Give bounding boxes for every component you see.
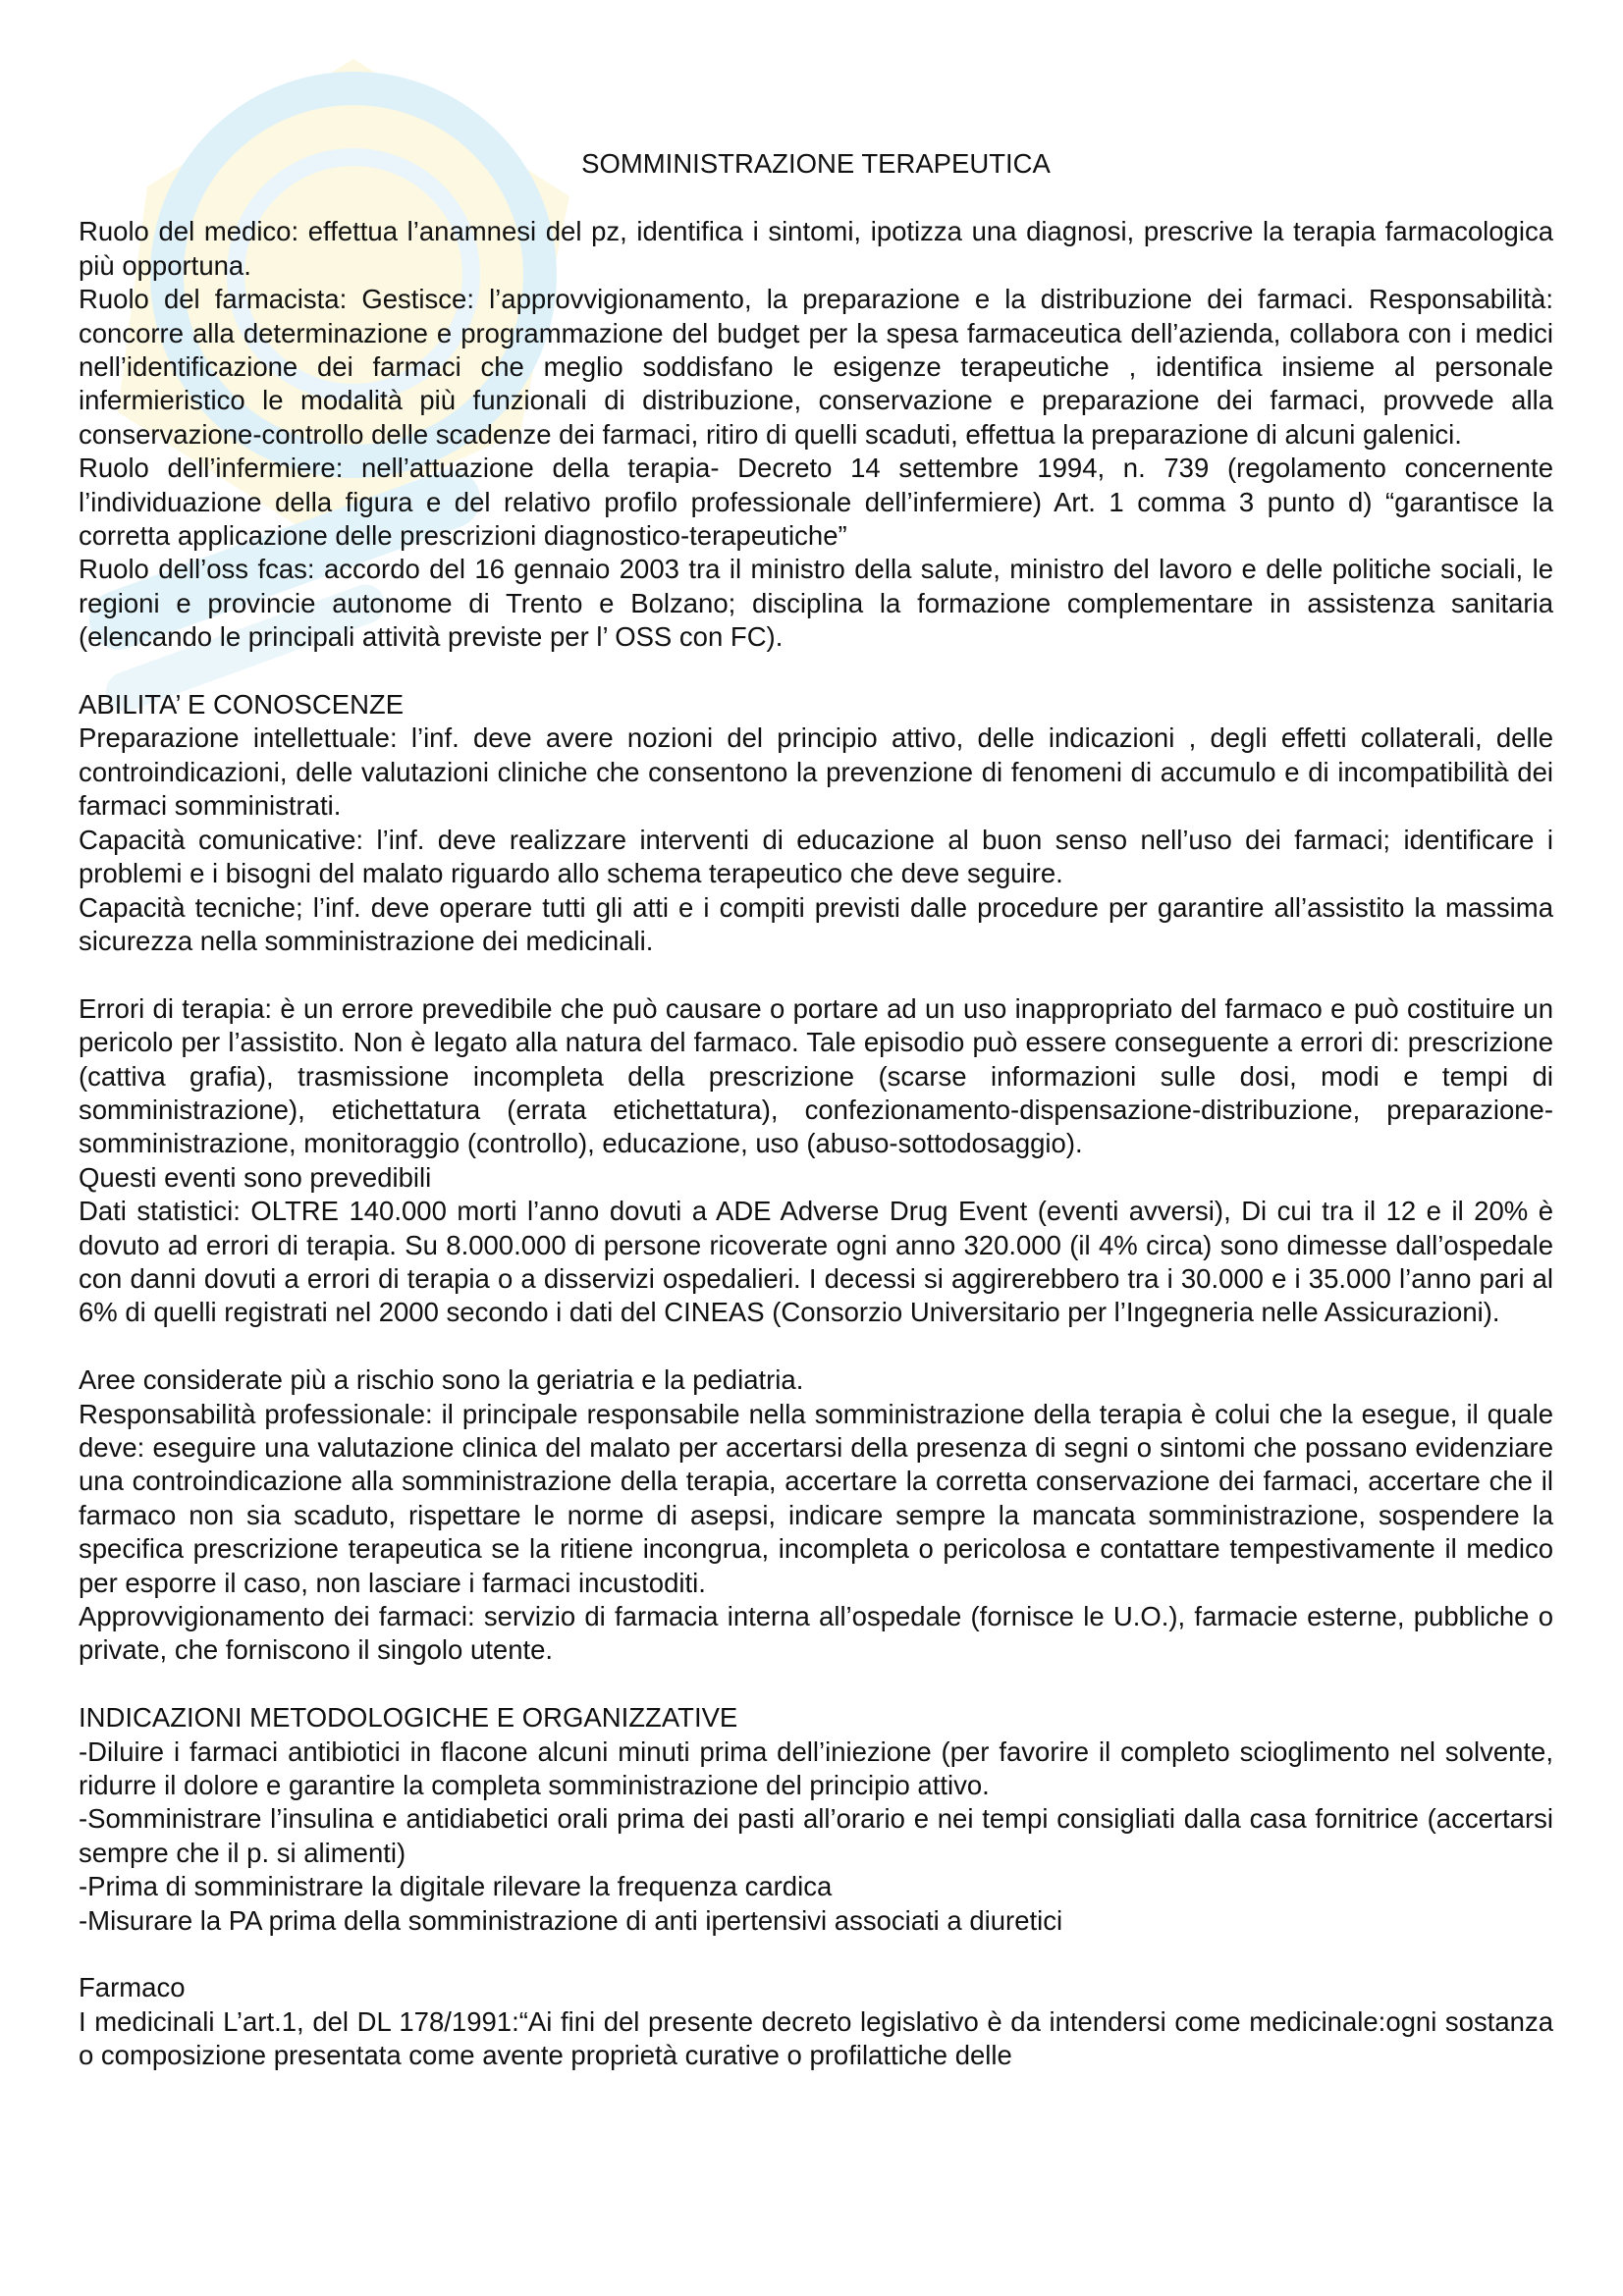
paragraph: Ruolo del medico: effettua l’anamnesi del pz, identifica i sintomi, ipotizza una diagnosi, prescrive la terapia farmacologica più opportuna.	[79, 216, 1553, 281]
section-errors	[79, 992, 1553, 1330]
paragraph: Dati statistici: OLTRE 140.000 morti l’anno dovuti a ADE Adverse Drug Event (eventi avversi), Di cui tra il 12 e il 20% è dovuto ad errori di terapia. Su 8.000.000 di persone ricoverate ogni anno 320.000 (il 4% circa) sono dimesse dall’ospedale con danni dovuti a errori di terapia o a disservizi ospedalieri. I decessi si aggirerebbero tra i 30.000 e i 35.000 l’anno pari al 6% di quelli registrati nel 2000 secondo i dati del CINEAS (Consorzio Universitario per l’Ingegneria nelle Assicurazioni).	[79, 1196, 1553, 1328]
paragraph: Aree considerate più a rischio sono la geriatria e la pediatria.	[79, 1364, 804, 1396]
paragraph: Errori di terapia: è un errore prevedibile che può causare o portare ad un uso inappropriato del farmaco e può costituire un pericolo per l’assistito. Non è legato alla natura del farmaco. Tale episodio può essere conseguente a errori di: prescrizione (cattiva grafia), trasmissione incompleta della prescrizione (scarse informazioni sulle dosi, modi e tempi di somministrazione), etichettatura (errata etichettatura), confezionamento-dispensazione-distribuzione, preparazione-somministrazione, monitoraggio (controllo), educazione, uso (abuso-sottodosaggio).	[79, 992, 1553, 1159]
section-heading: INDICAZIONI METODOLOGICHE E ORGANIZZATIVE	[79, 1702, 738, 1734]
section-drug	[79, 1971, 1553, 2072]
section-roles	[79, 215, 1553, 654]
section-abilities	[79, 688, 1553, 958]
document-page	[79, 147, 1553, 2073]
paragraph: Capacità comunicative: l’inf. deve realizzare interventi di educazione al buon senso nell’uso dei farmaci; identificare i problemi e i bisogni del malato riguardo allo schema terapeutico che deve seguire.	[79, 824, 1553, 889]
paragraph: Preparazione intellettuale: l’inf. deve avere nozioni del principio attivo, delle indicazioni , degli effetti collaterali, delle controindicazioni, delle valutazioni cliniche che consentono la prevenzione di fenomeni di accumulo e di incompatibilità dei farmaci somministrati.	[79, 722, 1553, 822]
paragraph: Approvvigionamento dei farmaci: servizio di farmacia interna all’ospedale (fornisce le U.O.), farmacie esterne, pubbliche o private, che forniscono il singolo utente.	[79, 1601, 1553, 1666]
paragraph: Capacità tecniche; l’inf. deve operare tutti gli atti e i compiti previsti dalle procedure per garantire all’assistito la massima sicurezza nella somministrazione dei medicinali.	[79, 891, 1553, 956]
paragraph: -Misurare la PA prima della somministrazione di anti ipertensivi associati a diuretici	[79, 1904, 1063, 1936]
document-title: SOMMINISTRAZIONE TERAPEUTICA	[581, 148, 1051, 179]
paragraph: Responsabilità professionale: il principale responsabile nella somministrazione della terapia è colui che la esegue, il quale deve: eseguire una valutazione clinica del malato per accertarsi della presenza di segni o sintomi che possano evidenziare una controindicazione alla somministrazione della terapia, accertare la corretta conservazione dei farmaci, accertare che il farmaco non sia scaduto, rispettare le norme di asepsi, indicare sempre la mancata somministrazione, sospendere la specifica prescrizione terapeutica se la ritiene incongrua, incompleta o pericolosa e contattare tempestivamente il medico per esporre il caso, non lasciare i farmaci incustoditi.	[79, 1398, 1553, 1598]
section-heading: Farmaco	[79, 1972, 186, 2003]
paragraph: -Somministrare l’insulina e antidiabetici orali prima dei pasti all’orario e nei tempi consigliati dalla casa fornitrice (accertarsi sempre che il p. si alimenti)	[79, 1803, 1553, 1868]
section-responsibility	[79, 1363, 1553, 1668]
paragraph: Ruolo del farmacista: Gestisce: l’approvvigionamento, la preparazione e la distribuzione dei farmaci. Responsabilità: concorre alla determinazione e programmazione del budget per la spesa farmaceutica dell’azienda, collabora con i medici nell’identificazione dei farmaci che meglio soddisfano le esigenze terapeutiche , identifica insieme al personale infermieristico le modalità più funzionali di distribuzione, conservazione e preparazione dei farmaci, provvede alla conservazione-controllo delle scadenze dei farmaci, ritiro di quelli scaduti, effettua la preparazione di alcuni galenici.	[79, 284, 1553, 450]
paragraph: Ruolo dell’oss fcas: accordo del 16 gennaio 2003 tra il ministro della salute, ministro del lavoro e delle politiche sociali, le regioni e provincie autonome di Trento e Bolzano; disciplina la formazione complementare in assistenza sanitaria (elencando le principali attività previste per l’ OSS con FC).	[79, 554, 1553, 653]
paragraph: I medicinali L’art.1, del DL 178/1991:“Ai fini del presente decreto legislativo è da intendersi come medicinale:ogni sostanza o composizione presentata come avente proprietà curative o profilattiche delle	[79, 2005, 1553, 2071]
paragraph: Ruolo dell’infermiere: nell’attuazione della terapia- Decreto 14 settembre 1994, n. 739 (regolamento concernente l’individuazione della figura e del relativo profilo professionale dell’infermiere) Art. 1 comma 3 punto d) “garantisce la corretta applicazione delle prescrizioni diagnostico-terapeutiche”	[79, 453, 1553, 552]
paragraph: -Prima di somministrare la digitale rilevare la frequenza cardica	[79, 1871, 833, 1902]
section-methodology	[79, 1701, 1553, 1938]
section-heading: ABILITA’ E CONOSCENZE	[79, 689, 405, 721]
paragraph: -Diluire i farmaci antibiotici in flacone alcuni minuti prima dell’iniezione (per favorire il completo scioglimento nel solvente, ridurre il dolore e garantire la completa somministrazione del principio attivo.	[79, 1735, 1553, 1801]
paragraph: Questi eventi sono prevedibili	[79, 1161, 432, 1193]
